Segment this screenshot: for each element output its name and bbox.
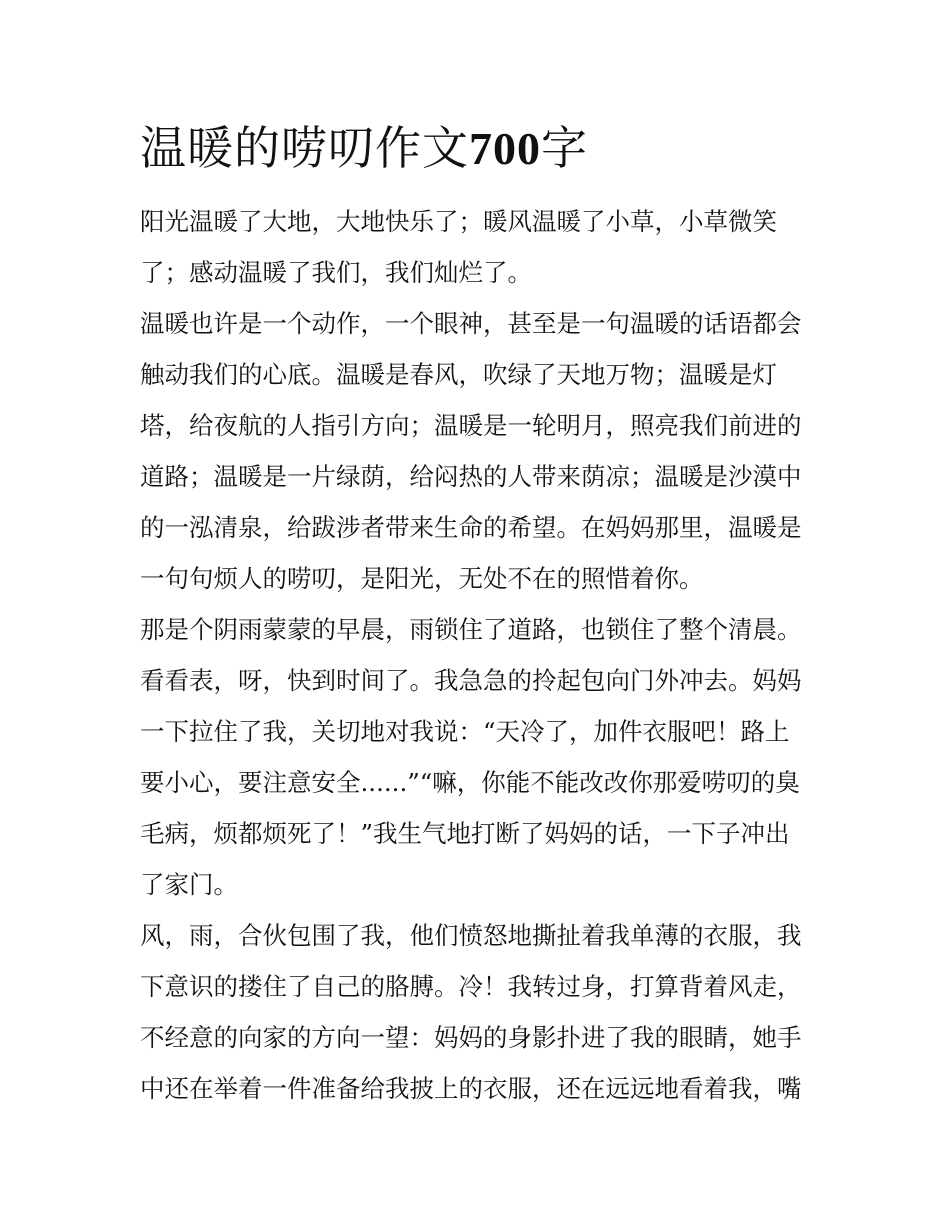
title-main: 温暖的唠叨作文 — [140, 121, 469, 175]
text-line: 下意识的搂住了自己的胳膊。冷！我转过身，打算背着风走， — [140, 972, 802, 1001]
essay-body — [140, 196, 820, 1114]
text-line: 温暖也许是一个动作，一个眼神，甚至是一句温暖的话语都会 — [140, 309, 802, 338]
text-line: 中还在举着一件准备给我披上的衣服，还在远远地看着我，嘴 — [140, 1074, 802, 1103]
text-line: 看看表，呀，快到时间了。我急急的拎起包向门外冲去。妈妈 — [140, 666, 802, 695]
text-line: 触动我们的心底。温暖是春风，吹绿了天地万物；温暖是灯 — [140, 360, 777, 389]
document-title — [140, 116, 588, 181]
text-line: 塔，给夜航的人指引方向；温暖是一轮明月，照亮我们前进的 — [140, 411, 802, 440]
text-line: 风，雨，合伙包围了我，他们愤怒地撕扯着我单薄的衣服，我 — [140, 921, 802, 950]
text-line: 要小心，要注意安全......”“嘛，你能不能改改你那爱唠叨的臭 — [140, 768, 800, 797]
title-number: 700 — [469, 123, 541, 174]
text-line: 道路；温暖是一片绿荫，给闷热的人带来荫凉；温暖是沙漠中 — [140, 462, 802, 491]
text-line: 不经意的向家的方向一望：妈妈的身影扑进了我的眼睛，她手 — [140, 1023, 802, 1052]
text-line: 了；感动温暖了我们，我们灿烂了。 — [140, 258, 532, 287]
title-suffix: 字 — [541, 121, 588, 175]
text-line: 的一泓清泉，给跋涉者带来生命的希望。在妈妈那里，温暖是 — [140, 513, 802, 542]
text-line: 一句句烦人的唠叨，是阳光，无处不在的照惜着你。 — [140, 564, 704, 593]
text-line: 一下拉住了我，关切地对我说：“天冷了，加件衣服吧！路上 — [140, 717, 790, 746]
text-line: 毛病，烦都烦死了！”我生气地打断了妈妈的话，一下子冲出 — [140, 819, 790, 848]
text-line: 了家门。 — [140, 870, 238, 899]
text-line: 那是个阴雨蒙蒙的早晨，雨锁住了道路，也锁住了整个清晨。 — [140, 615, 802, 644]
text-line: 阳光温暖了大地，大地快乐了；暖风温暖了小草，小草微笑 — [140, 207, 777, 236]
